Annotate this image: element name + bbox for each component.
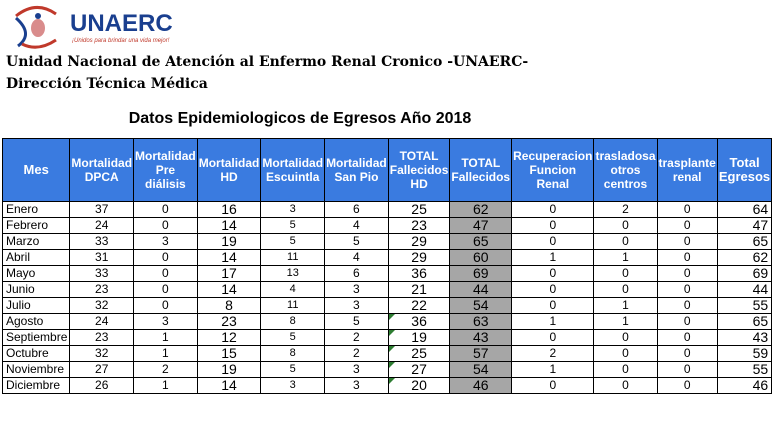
value-cell: 3 [325, 378, 389, 394]
value-cell: 5 [325, 234, 389, 250]
value-cell: 0 [134, 266, 198, 282]
value-cell: 0 [594, 346, 657, 362]
value-cell: 19 [388, 330, 450, 346]
value-cell: 0 [657, 266, 717, 282]
value-cell: 21 [388, 282, 450, 298]
value-cell: 33 [70, 266, 134, 282]
table-row [3, 298, 772, 314]
value-cell: 26 [70, 378, 134, 394]
value-cell: 3 [134, 234, 198, 250]
col-header-total-egresos: Total Egresos [717, 139, 771, 202]
col-header-mortalidad-hd: Mortalidad HD [197, 139, 261, 202]
value-cell: 46 [717, 378, 771, 394]
value-cell: 19 [197, 362, 261, 378]
table-row [3, 234, 772, 250]
value-cell: 8 [261, 346, 325, 362]
value-cell: 14 [197, 250, 261, 266]
value-cell: 5 [261, 218, 325, 234]
value-cell: 8 [261, 314, 325, 330]
value-cell: 0 [594, 330, 657, 346]
value-cell: 3 [325, 298, 389, 314]
value-cell: 69 [450, 266, 512, 282]
value-cell: 59 [717, 346, 771, 362]
value-cell: 0 [594, 218, 657, 234]
value-cell: 62 [717, 250, 771, 266]
org-name: Unidad Nacional de Atención al Enfermo Renal Cronico -UNAERC- [6, 54, 529, 70]
value-cell: 1 [594, 298, 657, 314]
value-cell: 6 [325, 266, 389, 282]
month-cell: Julio [3, 298, 70, 314]
egresos-table [2, 138, 772, 394]
value-cell: 0 [512, 378, 594, 394]
value-cell: 0 [657, 250, 717, 266]
value-cell: 20 [388, 378, 450, 394]
month-cell: Mayo [3, 266, 70, 282]
value-cell: 32 [70, 346, 134, 362]
value-cell: 47 [450, 218, 512, 234]
value-cell: 31 [70, 250, 134, 266]
value-cell: 6 [325, 202, 389, 218]
value-cell: 25 [388, 202, 450, 218]
value-cell: 27 [388, 362, 450, 378]
value-cell: 0 [512, 218, 594, 234]
table-row [3, 362, 772, 378]
value-cell: 5 [261, 330, 325, 346]
col-header-mes: Mes [3, 139, 70, 202]
logo-tagline: ¡Unidos para brindar una vida mejor! [72, 38, 170, 44]
value-cell: 0 [657, 282, 717, 298]
value-cell: 0 [657, 346, 717, 362]
table-row [3, 314, 772, 330]
value-cell: 47 [717, 218, 771, 234]
value-cell: 29 [388, 250, 450, 266]
value-cell: 4 [325, 218, 389, 234]
value-cell: 3 [325, 282, 389, 298]
month-cell: Febrero [3, 218, 70, 234]
logo [8, 4, 173, 54]
value-cell: 0 [657, 314, 717, 330]
value-cell: 1 [512, 362, 594, 378]
logo-emblem-icon [8, 4, 64, 54]
value-cell: 3 [261, 202, 325, 218]
value-cell: 36 [388, 314, 450, 330]
value-cell: 0 [657, 330, 717, 346]
table-body [3, 202, 772, 394]
value-cell: 65 [450, 234, 512, 250]
value-cell: 36 [388, 266, 450, 282]
value-cell: 17 [197, 266, 261, 282]
value-cell: 14 [197, 282, 261, 298]
month-cell: Octubre [3, 346, 70, 362]
value-cell: 32 [70, 298, 134, 314]
value-cell: 0 [512, 234, 594, 250]
value-cell: 16 [197, 202, 261, 218]
value-cell: 23 [197, 314, 261, 330]
col-header-total-fallecidos: TOTAL Fallecidos [450, 139, 512, 202]
value-cell: 1 [134, 346, 198, 362]
month-cell: Junio [3, 282, 70, 298]
value-cell: 1 [594, 314, 657, 330]
col-header-trasplante-renal: trasplante renal [657, 139, 717, 202]
month-cell: Septiembre [3, 330, 70, 346]
table-row [3, 282, 772, 298]
value-cell: 5 [261, 362, 325, 378]
value-cell: 69 [717, 266, 771, 282]
value-cell: 3 [261, 378, 325, 394]
header-row [3, 139, 772, 202]
value-cell: 55 [717, 362, 771, 378]
value-cell: 1 [594, 250, 657, 266]
value-cell: 60 [450, 250, 512, 266]
value-cell: 2 [325, 330, 389, 346]
value-cell: 11 [261, 298, 325, 314]
report-title: Datos Epidemiologicos de Egresos Año 2018 [128, 110, 472, 127]
value-cell: 54 [450, 362, 512, 378]
value-cell: 29 [388, 234, 450, 250]
value-cell: 2 [594, 202, 657, 218]
value-cell: 4 [325, 250, 389, 266]
col-header-total-fallecidos-hd: TOTAL Fallecidos HD [388, 139, 450, 202]
value-cell: 0 [657, 202, 717, 218]
value-cell: 0 [594, 282, 657, 298]
value-cell: 0 [594, 266, 657, 282]
value-cell: 44 [450, 282, 512, 298]
value-cell: 5 [325, 314, 389, 330]
col-header-traslados: trasladosa otros centros [594, 139, 657, 202]
value-cell: 11 [261, 250, 325, 266]
month-cell: Marzo [3, 234, 70, 250]
value-cell: 0 [657, 298, 717, 314]
value-cell: 0 [134, 250, 198, 266]
table-row [3, 330, 772, 346]
value-cell: 57 [450, 346, 512, 362]
month-cell: Agosto [3, 314, 70, 330]
value-cell: 46 [450, 378, 512, 394]
table-row [3, 250, 772, 266]
value-cell: 1 [512, 314, 594, 330]
col-header-mortalidad-dpca: Mortalidad DPCA [70, 139, 134, 202]
value-cell: 27 [70, 362, 134, 378]
table-row [3, 202, 772, 218]
value-cell: 0 [657, 378, 717, 394]
value-cell: 65 [717, 314, 771, 330]
value-cell: 24 [70, 218, 134, 234]
value-cell: 0 [512, 202, 594, 218]
value-cell: 65 [717, 234, 771, 250]
month-cell: Enero [3, 202, 70, 218]
table-row [3, 266, 772, 282]
value-cell: 23 [70, 282, 134, 298]
month-cell: Abril [3, 250, 70, 266]
table-row [3, 346, 772, 362]
table-row [3, 378, 772, 394]
value-cell: 8 [197, 298, 261, 314]
value-cell: 0 [657, 362, 717, 378]
org-department: Dirección Técnica Médica [6, 76, 208, 92]
value-cell: 43 [450, 330, 512, 346]
value-cell: 0 [512, 282, 594, 298]
value-cell: 64 [717, 202, 771, 218]
value-cell: 24 [70, 314, 134, 330]
value-cell: 0 [657, 234, 717, 250]
value-cell: 0 [594, 234, 657, 250]
value-cell: 3 [325, 362, 389, 378]
value-cell: 0 [134, 202, 198, 218]
value-cell: 0 [134, 218, 198, 234]
value-cell: 15 [197, 346, 261, 362]
value-cell: 33 [70, 234, 134, 250]
value-cell: 0 [657, 218, 717, 234]
col-header-mortalidad-escuintla: Mortalidad Escuintla [261, 139, 325, 202]
value-cell: 1 [134, 330, 198, 346]
value-cell: 0 [594, 362, 657, 378]
value-cell: 2 [134, 362, 198, 378]
value-cell: 23 [388, 218, 450, 234]
value-cell: 44 [717, 282, 771, 298]
value-cell: 63 [450, 314, 512, 330]
value-cell: 0 [134, 298, 198, 314]
month-cell: Diciembre [3, 378, 70, 394]
value-cell: 0 [512, 266, 594, 282]
value-cell: 1 [512, 250, 594, 266]
value-cell: 25 [388, 346, 450, 362]
value-cell: 19 [197, 234, 261, 250]
value-cell: 0 [594, 378, 657, 394]
value-cell: 55 [717, 298, 771, 314]
value-cell: 54 [450, 298, 512, 314]
value-cell: 2 [512, 346, 594, 362]
value-cell: 0 [512, 298, 594, 314]
value-cell: 14 [197, 378, 261, 394]
value-cell: 2 [325, 346, 389, 362]
value-cell: 12 [197, 330, 261, 346]
table-row [3, 218, 772, 234]
value-cell: 22 [388, 298, 450, 314]
value-cell: 62 [450, 202, 512, 218]
col-header-mortalidad-san-pio: Mortalidad San Pio [325, 139, 389, 202]
value-cell: 0 [134, 282, 198, 298]
logo-name: UNAERC [70, 10, 173, 37]
value-cell: 37 [70, 202, 134, 218]
value-cell: 14 [197, 218, 261, 234]
value-cell: 3 [134, 314, 198, 330]
value-cell: 23 [70, 330, 134, 346]
value-cell: 1 [134, 378, 198, 394]
value-cell: 5 [261, 234, 325, 250]
value-cell: 13 [261, 266, 325, 282]
value-cell: 4 [261, 282, 325, 298]
value-cell: 43 [717, 330, 771, 346]
col-header-recuperacion-funcion-renal: Recuperacion Funcion Renal [512, 139, 594, 202]
col-header-mortalidad-prediálisis: Mortalidad Pre diálisis [134, 139, 198, 202]
month-cell: Noviembre [3, 362, 70, 378]
value-cell: 0 [512, 330, 594, 346]
